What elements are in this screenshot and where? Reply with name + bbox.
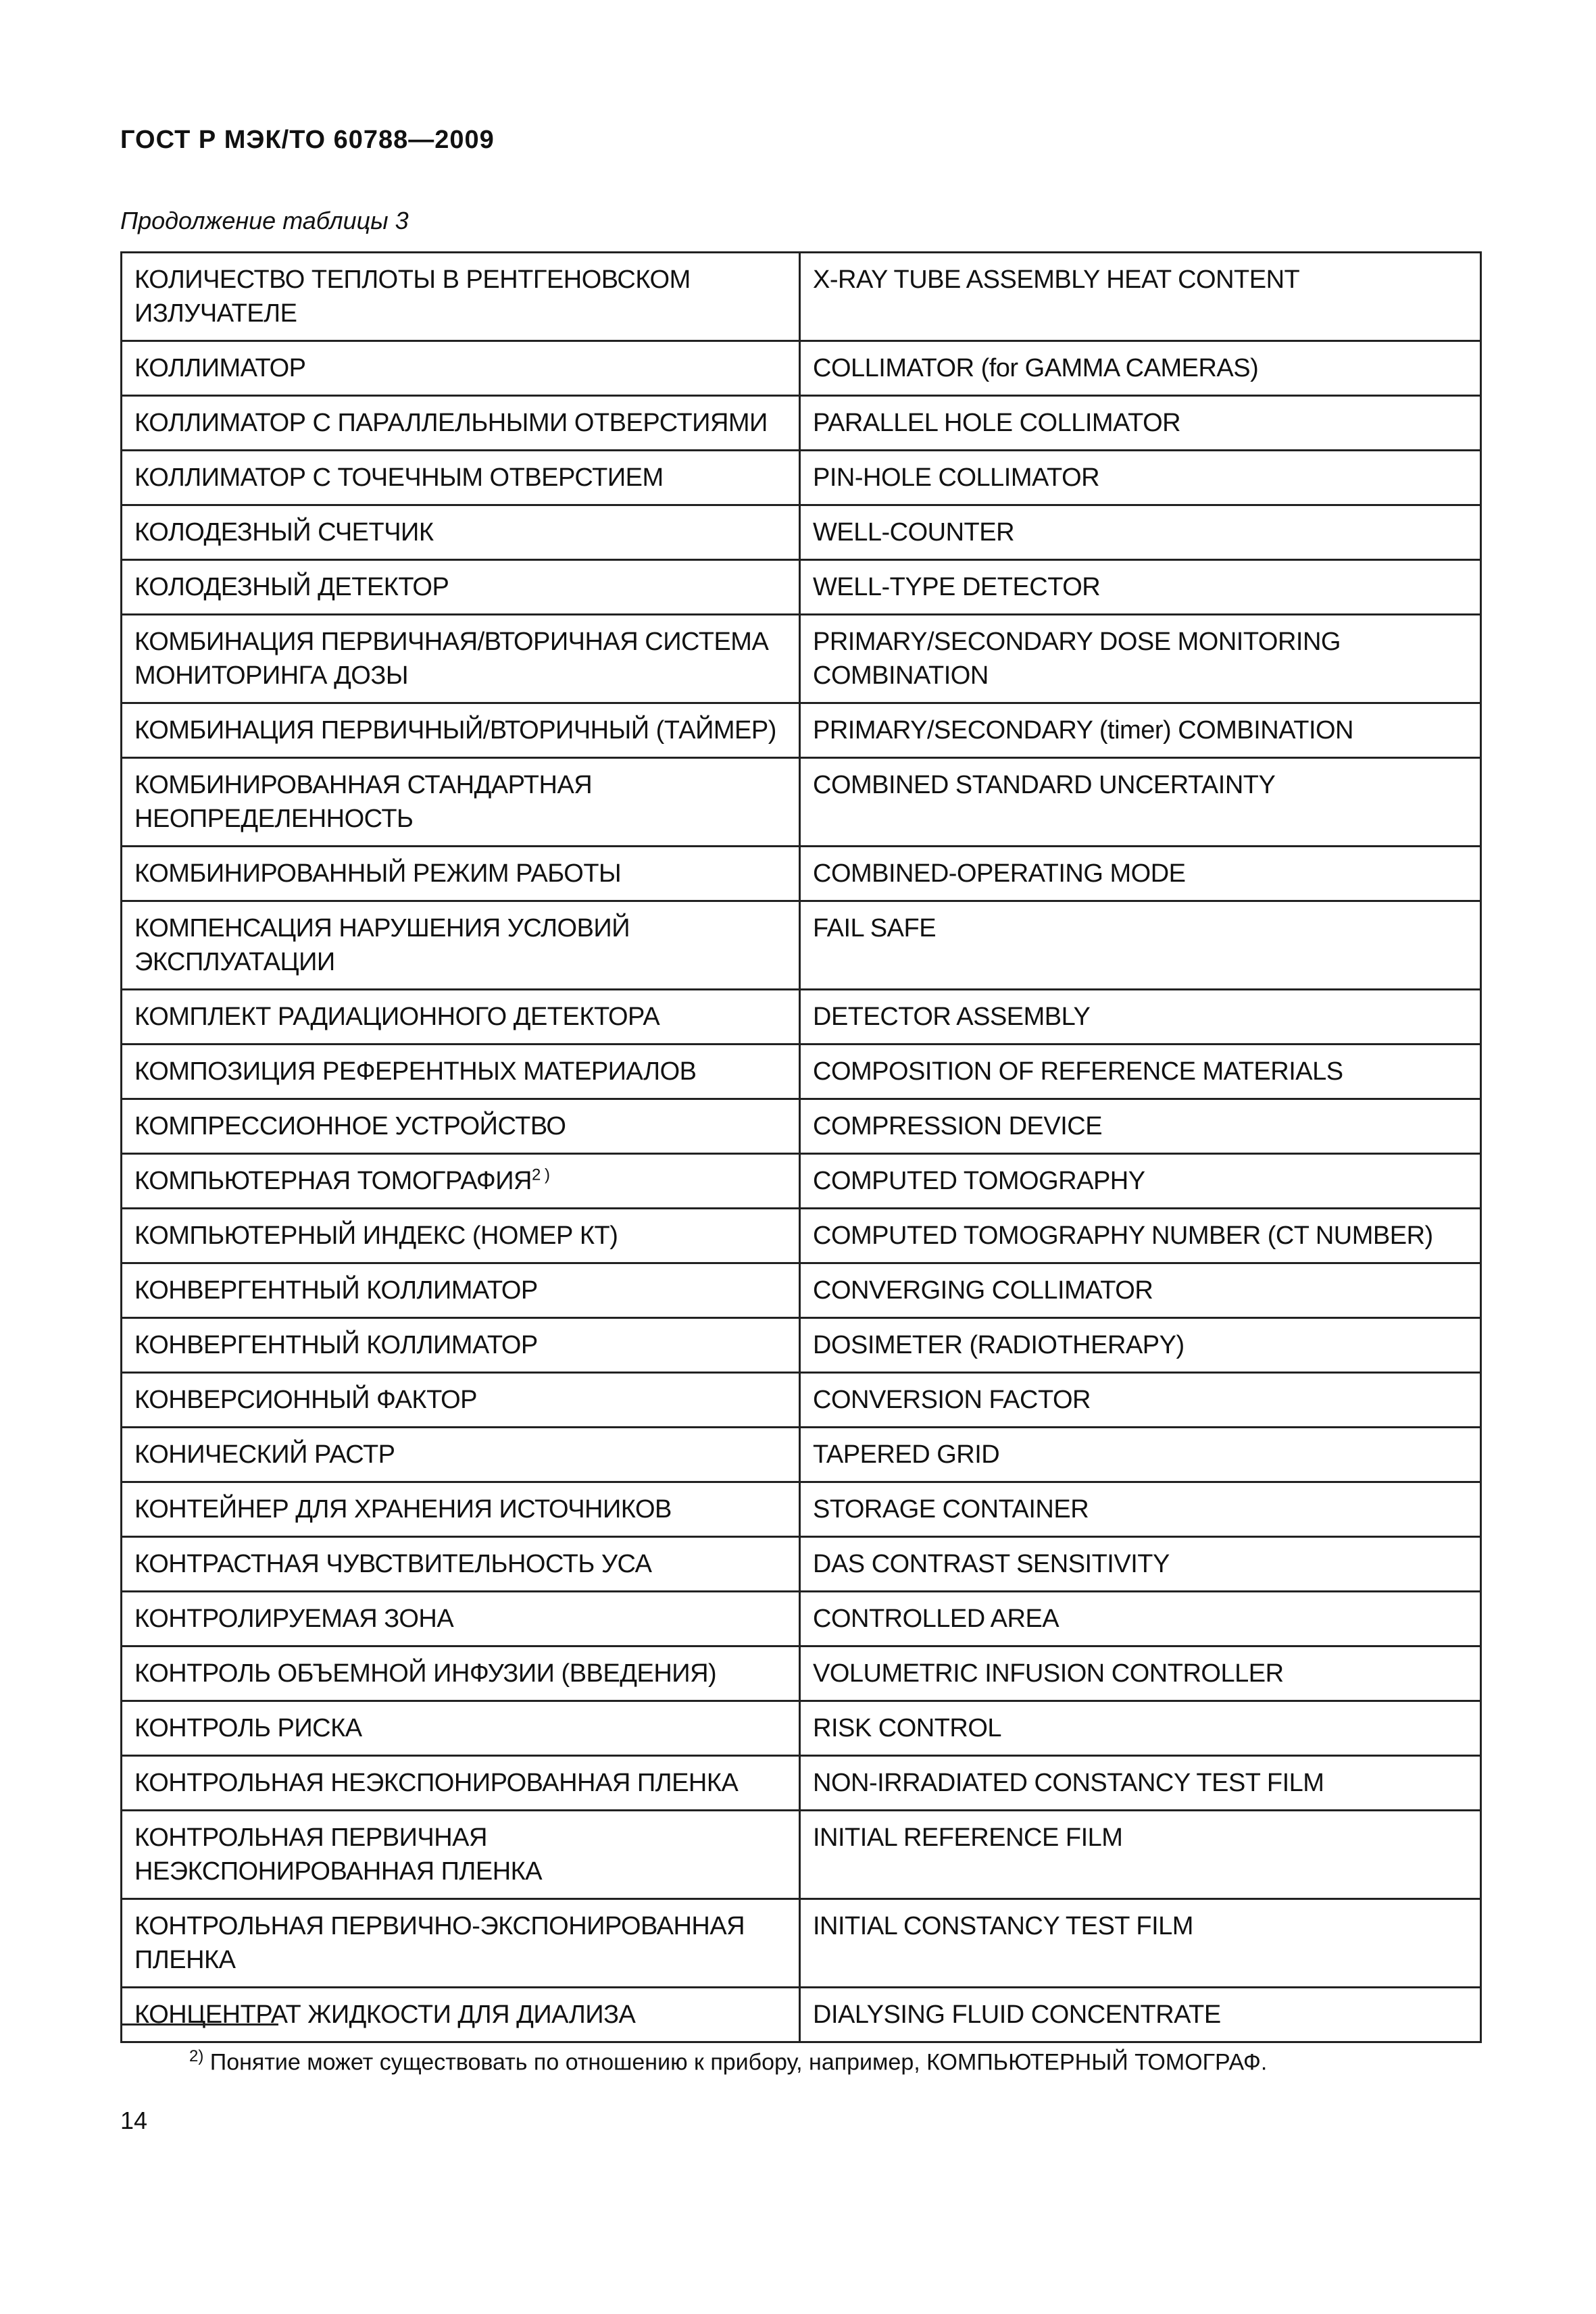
term-en: COMBINED STANDARD UNCERTAINTY (813, 771, 1276, 799)
table-row (122, 341, 1481, 396)
term-en-cell (800, 990, 1481, 1045)
term-en: TAPERED GRID (813, 1440, 1000, 1469)
table-row (122, 703, 1481, 758)
term-en: DIALYSING FLUID CONCENTRATE (813, 2001, 1221, 2029)
term-ru-cell (122, 1482, 800, 1537)
term-ru-cell (122, 505, 800, 560)
term-en-cell (800, 505, 1481, 560)
table-row (122, 847, 1481, 901)
term-en: CONVERSION FACTOR (813, 1386, 1091, 1414)
table-row (122, 615, 1481, 703)
term-en-cell (800, 1482, 1481, 1537)
term-ru: КОМПЬЮТЕРНАЯ ТОМОГРАФИЯ (134, 1167, 532, 1195)
term-ru-cell (122, 1811, 800, 1899)
term-en: PRIMARY/SECONDARY (timer) COMBINATION (813, 716, 1354, 745)
table-row (122, 1592, 1481, 1646)
table-row (122, 396, 1481, 451)
term-ru-cell (122, 396, 800, 451)
term-ru-cell (122, 1428, 800, 1482)
term-ru: КОНТРОЛЬ РИСКА (134, 1714, 362, 1742)
term-en: RISK CONTROL (813, 1714, 1002, 1742)
term-ru-cell (122, 341, 800, 396)
term-ru-cell (122, 1045, 800, 1099)
term-ru-cell (122, 758, 800, 847)
term-en-cell (800, 847, 1481, 901)
term-ru: КОМБИНИРОВАННЫЙ РЕЖИМ РАБОТЫ (134, 859, 622, 888)
term-en: PARALLEL HOLE COLLIMATOR (813, 409, 1181, 437)
term-en-cell (800, 901, 1481, 990)
table-caption: Продолжение таблицы 3 (120, 207, 409, 234)
term-en: VOLUMETRIC INFUSION CONTROLLER (813, 1659, 1284, 1688)
term-ru: КОМПЛЕКТ РАДИАЦИОННОГО ДЕТЕКТОРА (134, 1003, 660, 1031)
term-en-cell (800, 1209, 1481, 1263)
term-ru-cell (122, 901, 800, 990)
table-row (122, 1482, 1481, 1537)
term-en: COMPUTED TOMOGRAPHY (813, 1167, 1145, 1195)
term-ru-cell (122, 1592, 800, 1646)
term-en-cell (800, 1592, 1481, 1646)
term-en-cell (800, 560, 1481, 615)
term-ru: КОНТРОЛИРУЕМАЯ ЗОНА (134, 1605, 454, 1633)
term-en-cell (800, 451, 1481, 505)
term-ru: КОМБИНИРОВАННАЯ СТАНДАРТНАЯ НЕОПРЕДЕЛЕННОСТЬ (134, 771, 593, 833)
term-ru-cell (122, 990, 800, 1045)
table-row (122, 1263, 1481, 1318)
term-ru: КОЛОДЕЗНЫЙ ДЕТЕКТОР (134, 573, 449, 601)
term-en: NON-IRRADIATED CONSTANCY TEST FILM (813, 1769, 1324, 1797)
term-ru-cell (122, 253, 800, 341)
term-ru-cell (122, 615, 800, 703)
footnote-marker: 2) (189, 2047, 204, 2065)
term-ru-cell (122, 451, 800, 505)
table-row (122, 1756, 1481, 1811)
term-en-cell (800, 396, 1481, 451)
term-ru-cell (122, 560, 800, 615)
term-ru: КОЛЛИМАТОР (134, 354, 306, 382)
table-row (122, 1811, 1481, 1899)
table-row (122, 1899, 1481, 1988)
table-row (122, 990, 1481, 1045)
term-ru: КОНТЕЙНЕР ДЛЯ ХРАНЕНИЯ ИСТОЧНИКОВ (134, 1495, 672, 1524)
page-number: 14 (120, 2107, 148, 2134)
table-row (122, 1428, 1481, 1482)
term-en-cell (800, 615, 1481, 703)
term-en-cell (800, 758, 1481, 847)
term-en: COMBINED-OPERATING MODE (813, 859, 1186, 888)
term-en-cell (800, 1099, 1481, 1154)
term-ru: КОМПОЗИЦИЯ РЕФЕРЕНТНЫХ МАТЕРИАЛОВ (134, 1057, 697, 1086)
term-en: DAS CONTRAST SENSITIVITY (813, 1550, 1170, 1578)
term-en-cell (800, 1756, 1481, 1811)
term-ru: КОЛИЧЕСТВО ТЕПЛОТЫ В РЕНТГЕНОВСКОМ ИЗЛУЧАТЕЛЕ (134, 266, 691, 328)
term-en: PIN-HOLE COLLIMATOR (813, 463, 1100, 492)
table-row (122, 1646, 1481, 1701)
table-row (122, 1045, 1481, 1099)
term-ru-cell (122, 1154, 800, 1209)
term-en-cell (800, 703, 1481, 758)
term-en: COMPRESSION DEVICE (813, 1112, 1103, 1140)
term-ru: КОНТРАСТНАЯ ЧУВСТВИТЕЛЬНОСТЬ УСА (134, 1550, 652, 1578)
term-en-cell (800, 1318, 1481, 1373)
term-ru-cell (122, 1099, 800, 1154)
term-ru: КОНТРОЛЬНАЯ ПЕРВИЧНО-ЭКСПОНИРОВАННАЯ ПЛЕНКА (134, 1912, 745, 1974)
term-en-cell (800, 1263, 1481, 1318)
terms-table-body (122, 253, 1481, 2042)
term-ru: КОЛЛИМАТОР С ПАРАЛЛЕЛЬНЫМИ ОТВЕРСТИЯМИ (134, 409, 768, 437)
term-ru-cell (122, 1646, 800, 1701)
term-en-cell (800, 341, 1481, 396)
term-en: DETECTOR ASSEMBLY (813, 1003, 1091, 1031)
term-ru: КОНТРОЛЬ ОБЪЕМНОЙ ИНФУЗИИ (ВВЕДЕНИЯ) (134, 1659, 717, 1688)
term-en: WELL-COUNTER (813, 518, 1015, 547)
term-ru-cell (122, 1263, 800, 1318)
term-ru-cell (122, 1373, 800, 1428)
footnote-ref: 2 ) (532, 1165, 550, 1184)
term-en: X-RAY TUBE ASSEMBLY HEAT CONTENT (813, 266, 1300, 294)
table-row (122, 1373, 1481, 1428)
term-en-cell (800, 1428, 1481, 1482)
table-row (122, 253, 1481, 341)
term-ru-cell (122, 1318, 800, 1373)
term-ru: КОНТРОЛЬНАЯ ПЕРВИЧНАЯ НЕЭКСПОНИРОВАННАЯ ПЛЕНКА (134, 1823, 543, 1886)
term-en-cell (800, 253, 1481, 341)
term-en: CONTROLLED AREA (813, 1605, 1059, 1633)
term-ru: КОНВЕРГЕНТНЫЙ КОЛЛИМАТОР (134, 1276, 538, 1305)
footnote-text: Понятие может существовать по отношению к прибору, например, КОМПЬЮТЕРНЫЙ ТОМОГРАФ. (203, 2049, 1268, 2076)
term-en: WELL-TYPE DETECTOR (813, 573, 1101, 601)
term-ru-cell (122, 1701, 800, 1756)
term-ru: КОЛОДЕЗНЫЙ СЧЕТЧИК (134, 518, 434, 547)
term-en: FAIL SAFE (813, 914, 937, 942)
term-en-cell (800, 1899, 1481, 1988)
term-en: COMPUTED TOMOGRAPHY NUMBER (CT NUMBER) (813, 1222, 1433, 1250)
term-ru: КОМПРЕССИОННОЕ УСТРОЙСТВО (134, 1112, 566, 1140)
term-en: PRIMARY/SECONDARY DOSE MONITORING COMBINATION (813, 628, 1341, 690)
term-ru: КОМБИНАЦИЯ ПЕРВИЧНЫЙ/ВТОРИЧНЫЙ (ТАЙМЕР) (134, 716, 776, 745)
term-en: STORAGE CONTAINER (813, 1495, 1089, 1524)
term-en-cell (800, 1988, 1481, 2042)
term-ru: КОНВЕРСИОННЫЙ ФАКТОР (134, 1386, 477, 1414)
term-ru: КОНЦЕНТРАТ ЖИДКОСТИ ДЛЯ ДИАЛИЗА (134, 2001, 636, 2029)
terms-table (120, 251, 1482, 2043)
term-en-cell (800, 1154, 1481, 1209)
term-ru: КОЛЛИМАТОР С ТОЧЕЧНЫМ ОТВЕРСТИЕМ (134, 463, 664, 492)
term-ru-cell (122, 1209, 800, 1263)
term-en: CONVERGING COLLIMATOR (813, 1276, 1153, 1305)
term-en: INITIAL REFERENCE FILM (813, 1823, 1123, 1852)
term-en: INITIAL CONSTANCY TEST FILM (813, 1912, 1193, 1940)
table-row (122, 1209, 1481, 1263)
term-ru: КОНИЧЕСКИЙ РАСТР (134, 1440, 395, 1469)
term-ru-cell (122, 703, 800, 758)
document-header: ГОСТ Р МЭК/ТО 60788—2009 (120, 126, 495, 154)
term-ru: КОМПЕНСАЦИЯ НАРУШЕНИЯ УСЛОВИЙ ЭКСПЛУАТАЦИИ (134, 914, 630, 976)
term-en: DOSIMETER (RADIOTHERAPY) (813, 1331, 1184, 1359)
table-row (122, 1318, 1481, 1373)
term-en-cell (800, 1701, 1481, 1756)
term-en: COMPOSITION OF REFERENCE MATERIALS (813, 1057, 1343, 1086)
footnote (189, 2040, 1267, 2078)
term-ru: КОНВЕРГЕНТНЫЙ КОЛЛИМАТОР (134, 1331, 538, 1359)
table-row (122, 1099, 1481, 1154)
term-en-cell (800, 1537, 1481, 1592)
term-ru: КОМБИНАЦИЯ ПЕРВИЧНАЯ/ВТОРИЧНАЯ СИСТЕМА МОНИТОРИНГА ДОЗЫ (134, 628, 769, 690)
term-ru-cell (122, 847, 800, 901)
table-row (122, 451, 1481, 505)
table-row (122, 758, 1481, 847)
term-en-cell (800, 1045, 1481, 1099)
table-row (122, 560, 1481, 615)
table-row (122, 1154, 1481, 1209)
term-en-cell (800, 1373, 1481, 1428)
term-ru: КОНТРОЛЬНАЯ НЕЭКСПОНИРОВАННАЯ ПЛЕНКА (134, 1769, 739, 1797)
table-row (122, 1537, 1481, 1592)
term-ru-cell (122, 1988, 800, 2042)
term-en-cell (800, 1811, 1481, 1899)
term-ru: КОМПЬЮТЕРНЫЙ ИНДЕКС (НОМЕР КТ) (134, 1222, 618, 1250)
table-row (122, 505, 1481, 560)
table-row (122, 901, 1481, 990)
table-row (122, 1988, 1481, 2042)
term-ru-cell (122, 1756, 800, 1811)
term-en-cell (800, 1646, 1481, 1701)
term-en: COLLIMATOR (for GAMMA CAMERAS) (813, 354, 1259, 382)
footnote-divider (120, 2023, 278, 2026)
term-ru-cell (122, 1899, 800, 1988)
term-ru-cell (122, 1537, 800, 1592)
table-row (122, 1701, 1481, 1756)
